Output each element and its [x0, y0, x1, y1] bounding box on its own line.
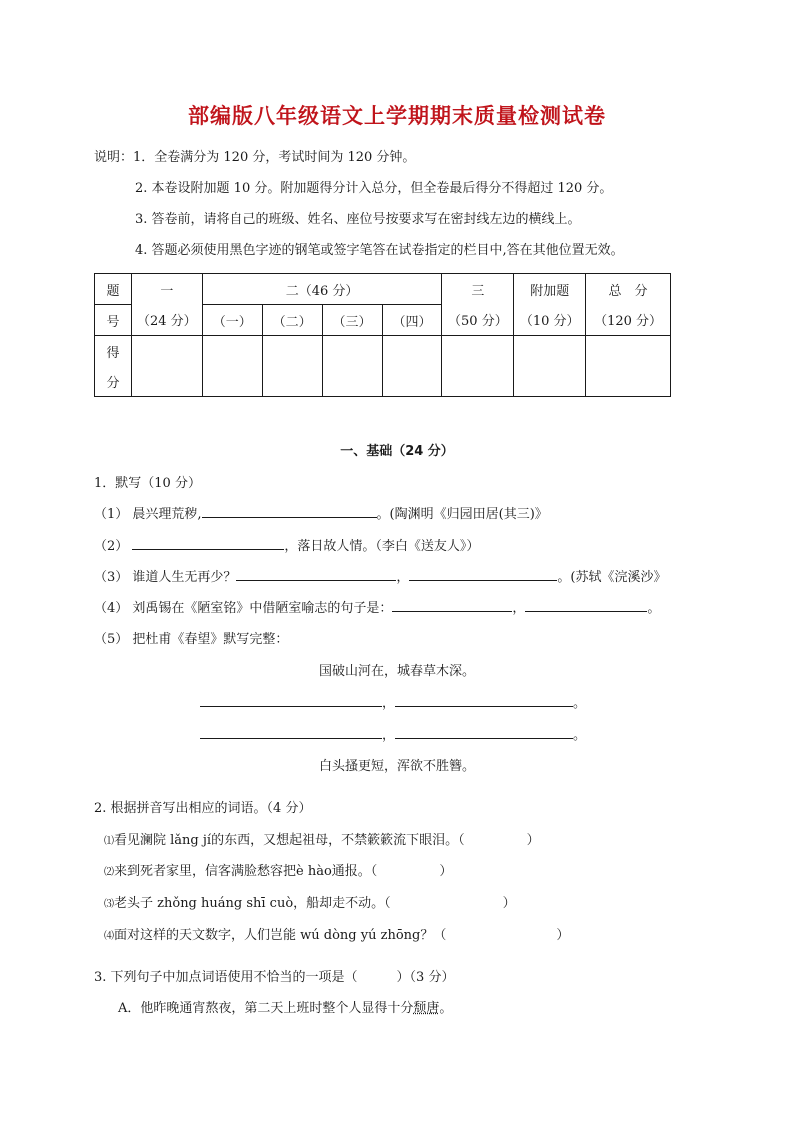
- q2-4-text-a: 面对这样的天文数字，人们岂能: [114, 928, 301, 943]
- exam-title: 部编版八年级语文上学期期末质量检测试卷: [188, 104, 606, 128]
- poem-period-1: 。: [573, 696, 587, 711]
- col-4-score: （10 分）: [514, 305, 586, 336]
- q3-a-text: A．他昨晚通宵熬夜，第二天上班时整个人显得十分: [118, 1001, 414, 1016]
- q2-1-marker: ⑴: [104, 836, 114, 847]
- poem-line-1: 国破山河在，城春草木深。: [318, 664, 475, 679]
- poem-period-2: 。: [573, 728, 587, 743]
- q1-1-prompt: （1） 晨兴理荒秽,: [94, 507, 202, 522]
- sub-4: （四）: [382, 305, 442, 336]
- q2-2-rp: ）: [439, 864, 453, 879]
- col-3-label: 三: [442, 274, 514, 305]
- score-cell-3[interactable]: [262, 336, 322, 397]
- score-cell-5[interactable]: [382, 336, 442, 397]
- q2-4-pinyin: wú dòng yú zhōng: [300, 928, 421, 943]
- col-2-label: 二（46 分）: [202, 274, 442, 305]
- q2-item-4: [104, 924, 569, 943]
- sub-2: （二）: [262, 305, 322, 336]
- section-heading: 一、基础（24 分）: [340, 444, 454, 459]
- q1-4-prompt: （4） 刘禹锡在《陋室铭》中借陋室喻志的句子是：: [94, 601, 393, 616]
- q1-4-blank-a[interactable]: [392, 599, 512, 612]
- score-cell-4[interactable]: [322, 336, 382, 397]
- poem-comma-1: ，: [382, 696, 396, 711]
- q2-2-text-a: 来到死者家里，信客满脸愁容把: [114, 864, 297, 879]
- q1-3-blank-b[interactable]: [409, 568, 557, 581]
- sub-1: （一）: [202, 305, 262, 336]
- q3-a-dotted-word: 颓唐: [413, 1001, 440, 1016]
- q3-option-a: [118, 997, 452, 1016]
- note-3: 3. 答卷前，请将自己的班级、姓名、座位号按要求写在密封线左边的横线上。: [135, 212, 581, 227]
- header-ti: 题: [95, 274, 132, 305]
- col-5-score: （120 分）: [586, 305, 671, 336]
- q1-item-5: （5） 把杜甫《春望》默写完整：: [94, 632, 289, 647]
- q2-1-pinyin: lǎng jí: [170, 833, 212, 848]
- score-cell-7[interactable]: [514, 336, 586, 397]
- col-1-label: 一: [131, 274, 202, 305]
- score-cell-1[interactable]: [131, 336, 202, 397]
- poem-blank-4[interactable]: [395, 726, 573, 739]
- q2-3-text-a: 老头子: [114, 896, 158, 911]
- col-5-label: 总 分: [586, 274, 671, 305]
- q1-item-2: [94, 535, 479, 554]
- col-1-score: （24 分）: [131, 305, 202, 336]
- q2-item-2: [104, 860, 452, 879]
- q1-item-3: [94, 566, 667, 585]
- q2-2-marker: ⑵: [104, 867, 114, 878]
- q1-3-prompt: （3） 谁道人生无再少？: [94, 570, 237, 585]
- q1-item-4: [94, 597, 660, 616]
- poem-line-4: 白头搔更短，浑欲不胜簪。: [318, 759, 475, 774]
- q2-item-1: [104, 829, 540, 848]
- q1-3-comma: ，: [396, 570, 410, 585]
- poem-line-2: [200, 692, 586, 711]
- q1-2-source: ，落日故人情。（李白《送友人》）: [284, 539, 480, 554]
- poem-blank-2[interactable]: [395, 694, 573, 707]
- col-4-label: 附加题: [514, 274, 586, 305]
- poem-comma-2: ，: [382, 728, 396, 743]
- poem-blank-1[interactable]: [200, 694, 382, 707]
- poem-line-3: [200, 724, 586, 743]
- q1-1-source: 。(陶渊明《归园田居(其三)》: [376, 507, 548, 522]
- q1-item-1: [94, 503, 548, 522]
- question-3: 3. 下列句子中加点词语使用不恰当的一项是（ ）（3 分）: [94, 970, 455, 985]
- q2-3-rp: ）: [502, 896, 516, 911]
- score-cell-6[interactable]: [442, 336, 514, 397]
- q1-4-end: 。: [647, 601, 661, 616]
- q1-4-comma: ，: [512, 601, 526, 616]
- q1-3-blank-a[interactable]: [236, 568, 396, 581]
- sub-3: （三）: [322, 305, 382, 336]
- q1-4-blank-b[interactable]: [525, 599, 647, 612]
- q2-2-pinyin: è hào: [296, 864, 332, 879]
- q2-3-pinyin: zhǒng huáng shī cuò: [157, 896, 294, 911]
- q2-2-text-b: 通报。（: [331, 864, 378, 879]
- q2-3-marker: ⑶: [104, 899, 114, 910]
- q2-3-text-b: ，船却走不动。（: [293, 896, 391, 911]
- q1-3-source: 。(苏轼《浣溪沙》: [557, 570, 667, 585]
- poem-blank-3[interactable]: [200, 726, 382, 739]
- note-2: 2. 本卷设附加题 10 分。附加题得分计入总分，但全卷最后得分不得超过 120 分。: [135, 181, 613, 196]
- q1-2-blank[interactable]: [132, 537, 284, 550]
- q2-4-text-b: ？（: [420, 928, 447, 943]
- score-cell-8[interactable]: [586, 336, 671, 397]
- question-2: 2. 根据拼音写出相应的词语。（4 分）: [94, 801, 312, 816]
- note-4: 4. 答题必须使用黑色字迹的钢笔或签字笔答在试卷指定的栏目中,答在其他位置无效。: [135, 243, 624, 258]
- score-table: [94, 273, 671, 397]
- header-hao: 号: [95, 305, 132, 336]
- q2-item-3: [104, 892, 516, 911]
- note-1: 说明：1．全卷满分为 120 分，考试时间为 120 分钟。: [94, 150, 416, 165]
- q1-1-blank[interactable]: [202, 505, 377, 518]
- header-de: 得: [95, 336, 132, 367]
- q2-1-text-b: 的东西，又想起祖母，不禁簌簌流下眼泪。（: [211, 833, 465, 848]
- q3-a-end: 。: [439, 1001, 453, 1016]
- question-1: 1．默写（10 分）: [94, 476, 201, 491]
- q2-4-rp: ）: [556, 928, 570, 943]
- score-cell-2[interactable]: [202, 336, 262, 397]
- q2-4-marker: ⑷: [104, 931, 114, 942]
- q1-2-num: （2）: [94, 539, 129, 554]
- q2-1-rp: ）: [526, 833, 540, 848]
- header-fen: 分: [95, 366, 132, 397]
- q2-1-text-a: 看见澜院: [114, 833, 171, 848]
- col-3-score: （50 分）: [442, 305, 514, 336]
